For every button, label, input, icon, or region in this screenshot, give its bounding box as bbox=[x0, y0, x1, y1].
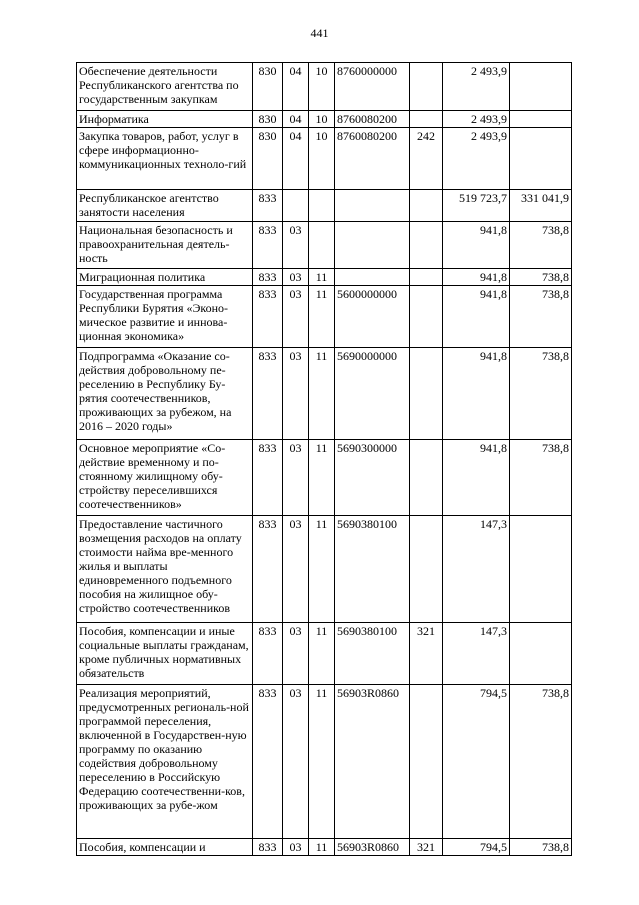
ved-code-cell: 833 bbox=[253, 839, 283, 856]
row-name-cell: Республиканское агентство занятости населения bbox=[77, 190, 253, 222]
ved-code-cell: 830 bbox=[253, 111, 283, 128]
subsection-code-cell: 10 bbox=[309, 63, 335, 111]
target-article-cell: 56903R0860 bbox=[335, 685, 410, 839]
row-name-cell: Национальная безопасность и правоохранительная деятель-ность bbox=[77, 222, 253, 269]
amount-second-cell bbox=[510, 63, 572, 111]
subsection-code-cell: 11 bbox=[309, 685, 335, 839]
expense-type-cell bbox=[410, 286, 443, 348]
subsection-code-cell: 11 bbox=[309, 348, 335, 440]
table-row bbox=[77, 111, 572, 128]
row-name-cell: Предоставление частичного возмещения расходов на оплату стоимости найма вре-менного жилья и выплаты единовременного подъемного пособия на жилищное обу-стройство соотечественников bbox=[77, 516, 253, 623]
subsection-code-cell: 11 bbox=[309, 269, 335, 286]
section-code-cell: 03 bbox=[283, 516, 309, 623]
subsection-code-cell: 10 bbox=[309, 128, 335, 190]
row-name-cell: Подпрограмма «Оказание со-действия добровольному пе-реселению в Республику Бу-рятия соотечественников, проживающих за рубежом, на 2016 – 2020 годы» bbox=[77, 348, 253, 440]
row-name-cell: Обеспечение деятельности Республиканского агентства по государственным закупкам bbox=[77, 63, 253, 111]
expense-type-cell bbox=[410, 440, 443, 516]
subsection-code-cell: 11 bbox=[309, 516, 335, 623]
section-code-cell: 04 bbox=[283, 128, 309, 190]
budget-table bbox=[76, 62, 572, 856]
amount-first-cell: 941,8 bbox=[443, 269, 510, 286]
target-article-cell: 5600000000 bbox=[335, 286, 410, 348]
table-row bbox=[77, 623, 572, 685]
ved-code-cell: 830 bbox=[253, 128, 283, 190]
ved-code-cell: 833 bbox=[253, 190, 283, 222]
row-name-cell: Миграционная политика bbox=[77, 269, 253, 286]
amount-second-cell bbox=[510, 111, 572, 128]
section-code-cell: 03 bbox=[283, 623, 309, 685]
table-row bbox=[77, 685, 572, 839]
row-name-cell: Основное мероприятие «Со-действие временному и по-стоянному жилищному обу-стройству переселившихся соотечественников» bbox=[77, 440, 253, 516]
amount-first-cell: 941,8 bbox=[443, 286, 510, 348]
row-name-cell: Реализация мероприятий, предусмотренных региональ-ной программой переселения, включенной в Государствен-ную программу по оказанию содействия добровольному переселению в Российскую Федерацию соотечественни-ков, проживающих за рубе-жом bbox=[77, 685, 253, 839]
expense-type-cell bbox=[410, 190, 443, 222]
expense-type-cell: 321 bbox=[410, 839, 443, 856]
table-row bbox=[77, 348, 572, 440]
target-article-cell: 5690380100 bbox=[335, 623, 410, 685]
budget-table-body bbox=[77, 63, 572, 856]
table-row bbox=[77, 839, 572, 856]
subsection-code-cell: 11 bbox=[309, 440, 335, 516]
amount-first-cell: 147,3 bbox=[443, 516, 510, 623]
section-code-cell: 03 bbox=[283, 685, 309, 839]
amount-second-cell: 738,8 bbox=[510, 839, 572, 856]
amount-second-cell: 738,8 bbox=[510, 286, 572, 348]
amount-first-cell: 794,5 bbox=[443, 685, 510, 839]
ved-code-cell: 830 bbox=[253, 63, 283, 111]
amount-first-cell: 519 723,7 bbox=[443, 190, 510, 222]
target-article-cell bbox=[335, 222, 410, 269]
amount-first-cell: 941,8 bbox=[443, 348, 510, 440]
expense-type-cell bbox=[410, 685, 443, 839]
table-row bbox=[77, 190, 572, 222]
subsection-code-cell: 11 bbox=[309, 623, 335, 685]
expense-type-cell bbox=[410, 348, 443, 440]
section-code-cell: 03 bbox=[283, 839, 309, 856]
ved-code-cell: 833 bbox=[253, 685, 283, 839]
amount-second-cell: 738,8 bbox=[510, 685, 572, 839]
table-row bbox=[77, 516, 572, 623]
ved-code-cell: 833 bbox=[253, 348, 283, 440]
row-name-cell: Закупка товаров, работ, услуг в сфере информационно-коммуникационных техноло-гий bbox=[77, 128, 253, 190]
ved-code-cell: 833 bbox=[253, 623, 283, 685]
table-row bbox=[77, 269, 572, 286]
expense-type-cell bbox=[410, 516, 443, 623]
target-article-cell: 5690300000 bbox=[335, 440, 410, 516]
target-article-cell bbox=[335, 190, 410, 222]
table-row bbox=[77, 440, 572, 516]
amount-second-cell: 738,8 bbox=[510, 269, 572, 286]
amount-first-cell: 941,8 bbox=[443, 222, 510, 269]
amount-first-cell: 794,5 bbox=[443, 839, 510, 856]
expense-type-cell: 321 bbox=[410, 623, 443, 685]
target-article-cell: 56903R0860 bbox=[335, 839, 410, 856]
subsection-code-cell bbox=[309, 222, 335, 269]
table-row bbox=[77, 286, 572, 348]
expense-type-cell: 242 bbox=[410, 128, 443, 190]
expense-type-cell bbox=[410, 269, 443, 286]
target-article-cell bbox=[335, 269, 410, 286]
amount-second-cell: 738,8 bbox=[510, 440, 572, 516]
amount-second-cell bbox=[510, 516, 572, 623]
row-name-cell: Пособия, компенсации и bbox=[77, 839, 253, 856]
expense-type-cell bbox=[410, 63, 443, 111]
amount-first-cell: 941,8 bbox=[443, 440, 510, 516]
subsection-code-cell: 10 bbox=[309, 111, 335, 128]
target-article-cell: 8760000000 bbox=[335, 63, 410, 111]
amount-first-cell: 2 493,9 bbox=[443, 111, 510, 128]
table-row bbox=[77, 63, 572, 111]
section-code-cell: 03 bbox=[283, 222, 309, 269]
amount-first-cell: 147,3 bbox=[443, 623, 510, 685]
subsection-code-cell bbox=[309, 190, 335, 222]
row-name-cell: Государственная программа Республики Бурятия «Эконо-мическое развитие и иннова-ционная экономика» bbox=[77, 286, 253, 348]
section-code-cell bbox=[283, 190, 309, 222]
amount-second-cell: 331 041,9 bbox=[510, 190, 572, 222]
ved-code-cell: 833 bbox=[253, 269, 283, 286]
target-article-cell: 8760080200 bbox=[335, 128, 410, 190]
section-code-cell: 03 bbox=[283, 440, 309, 516]
table-row bbox=[77, 222, 572, 269]
target-article-cell: 5690000000 bbox=[335, 348, 410, 440]
table-row bbox=[77, 128, 572, 190]
amount-second-cell bbox=[510, 128, 572, 190]
amount-first-cell: 2 493,9 bbox=[443, 63, 510, 111]
amount-second-cell bbox=[510, 623, 572, 685]
expense-type-cell bbox=[410, 111, 443, 128]
ved-code-cell: 833 bbox=[253, 222, 283, 269]
subsection-code-cell: 11 bbox=[309, 839, 335, 856]
ved-code-cell: 833 bbox=[253, 516, 283, 623]
target-article-cell: 8760080200 bbox=[335, 111, 410, 128]
ved-code-cell: 833 bbox=[253, 286, 283, 348]
section-code-cell: 03 bbox=[283, 269, 309, 286]
amount-first-cell: 2 493,9 bbox=[443, 128, 510, 190]
expense-type-cell bbox=[410, 222, 443, 269]
page-number: 441 bbox=[310, 26, 329, 40]
amount-second-cell: 738,8 bbox=[510, 222, 572, 269]
subsection-code-cell: 11 bbox=[309, 286, 335, 348]
amount-second-cell: 738,8 bbox=[510, 348, 572, 440]
row-name-cell: Информатика bbox=[77, 111, 253, 128]
section-code-cell: 03 bbox=[283, 286, 309, 348]
ved-code-cell: 833 bbox=[253, 440, 283, 516]
section-code-cell: 04 bbox=[283, 111, 309, 128]
row-name-cell: Пособия, компенсации и иные социальные выплаты гражданам, кроме публичных нормативных обязательств bbox=[77, 623, 253, 685]
target-article-cell: 5690380100 bbox=[335, 516, 410, 623]
section-code-cell: 03 bbox=[283, 348, 309, 440]
section-code-cell: 04 bbox=[283, 63, 309, 111]
